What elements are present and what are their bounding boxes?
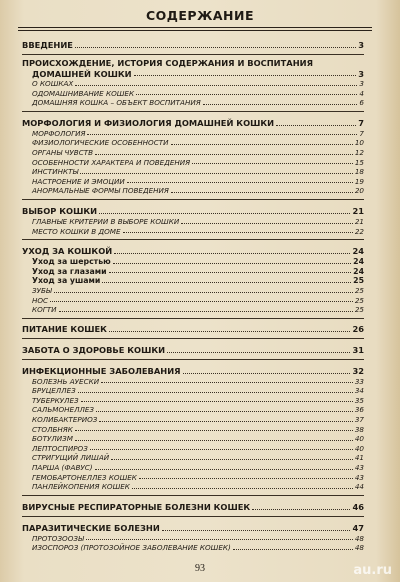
toc-entry[interactable] (22, 386, 364, 396)
toc-section-row[interactable] (22, 502, 364, 513)
dot-leader (75, 46, 356, 48)
toc-entry-page-number: 4 (359, 88, 364, 98)
toc-section-title: ЗАБОТА О ЗДОРОВЬЕ КОШКИ (22, 344, 166, 355)
toc-entry-page-number: 24 (353, 266, 364, 276)
dot-leader (59, 310, 353, 312)
dot-leader (95, 468, 353, 470)
toc-section (22, 495, 364, 516)
dot-leader (99, 212, 350, 214)
toc-entry-label: ГЕМОБАРТОНЕЛЛЕЗ КОШЕК (32, 472, 137, 482)
toc-entry-label: СТОЛБНЯК (32, 424, 73, 434)
toc-entry-label: ЛЕПТОСПИРОЗ (32, 443, 88, 453)
toc-entry-label: НАСТРОЕНИЕ И ЭМОЦИИ (32, 176, 125, 186)
dot-leader (123, 231, 353, 233)
toc-entry-label: САЛЬМОНЕЛЛЕЗ (32, 405, 95, 415)
toc-entry[interactable] (22, 98, 364, 108)
dot-leader (183, 372, 351, 374)
toc-page-number: 3 (358, 40, 364, 50)
toc-entry-page-number: 21 (354, 216, 364, 226)
toc-entry[interactable] (22, 79, 364, 89)
toc-section (22, 359, 364, 495)
toc-page-number: 26 (352, 323, 364, 334)
dot-leader (171, 191, 353, 193)
toc-entry[interactable] (22, 463, 364, 473)
toc-entry-page-number: 20 (354, 186, 364, 196)
toc-entry-label: ИЗОСПОРОЗ (ПРОТОЗОЙНОЕ ЗАБОЛЕВАНИЕ КОШЕК) (32, 543, 231, 553)
toc-entry-page-number: 25 (354, 295, 364, 305)
dot-leader (114, 252, 350, 254)
table-of-contents (0, 36, 400, 556)
toc-entry-page-number: 24 (353, 257, 364, 267)
toc-entry-page-number: 38 (354, 424, 364, 434)
dot-leader (127, 181, 353, 183)
toc-entry-label: БОЛЕЗНЬ АУЕСКИ (32, 376, 100, 386)
dot-leader (80, 172, 352, 174)
dot-leader (252, 508, 350, 510)
toc-entry-page-number: 25 (353, 276, 364, 286)
toc-entry-label: СТРИГУЩИЙ ЛИШАЙ (32, 453, 110, 463)
toc-section-row[interactable] (22, 246, 364, 257)
toc-entry[interactable] (22, 158, 364, 168)
toc-entry-label: НОС (32, 295, 49, 305)
dot-leader (109, 271, 352, 273)
toc-entry[interactable] (22, 177, 364, 187)
dot-leader (203, 103, 358, 105)
toc-entry[interactable] (22, 534, 364, 544)
toc-entry-label: КОГТИ (32, 305, 57, 315)
toc-section-title-line (22, 58, 364, 69)
toc-entry-page-number: 37 (354, 415, 364, 425)
dot-leader (96, 410, 353, 412)
toc-page-number: 3 (358, 69, 364, 79)
toc-entry[interactable] (22, 217, 364, 227)
toc-section-title: ВИРУСНЫЕ РЕСПИРАТОРНЫЕ БОЛЕЗНИ КОШЕК (22, 501, 251, 512)
toc-entry[interactable] (22, 434, 364, 444)
toc-entry[interactable] (22, 257, 364, 267)
toc-entry[interactable] (22, 473, 364, 483)
toc-section (22, 111, 364, 199)
toc-section-row[interactable] (22, 40, 364, 51)
dot-leader (233, 548, 353, 550)
toc-entry-label: Уход за ушами (32, 276, 101, 286)
toc-section-row[interactable] (22, 206, 364, 217)
toc-section (22, 36, 364, 54)
dot-leader (81, 400, 353, 402)
toc-entry-label: ПРОТОЗООЗЫ (32, 533, 84, 543)
toc-entry-page-number: 40 (354, 443, 364, 453)
toc-section (22, 318, 364, 338)
toc-page-number: 31 (352, 344, 364, 355)
toc-entry[interactable] (22, 129, 364, 139)
toc-entry-page-number: 48 (354, 543, 364, 553)
toc-entry-page-number: 19 (354, 176, 364, 186)
toc-entry[interactable] (22, 167, 364, 177)
toc-page-number: 24 (352, 246, 364, 257)
toc-entry-page-number: 35 (354, 395, 364, 405)
toc-entry-label: КОЛИБАКТЕРИОЗ (32, 415, 98, 425)
toc-section (22, 516, 364, 556)
dot-leader (132, 487, 353, 489)
toc-entry-label: БРУЦЕЛЛЕЗ (32, 386, 76, 396)
toc-entry[interactable] (22, 276, 364, 286)
toc-entry-page-number: 18 (354, 167, 364, 177)
page-title: СОДЕРЖАНИЕ (145, 8, 255, 23)
toc-entry-page-number: 7 (359, 128, 364, 138)
toc-entry-page-number: 48 (354, 533, 364, 543)
toc-section-title: ДОМАШНЕЙ КОШКИ (32, 69, 132, 79)
toc-entry-page-number: 36 (354, 405, 364, 415)
toc-entry-label: МОРФОЛОГИЯ (32, 128, 86, 138)
dot-leader (276, 124, 356, 126)
toc-entry[interactable] (22, 286, 364, 296)
toc-entry-label: Уход за глазами (32, 266, 107, 276)
toc-entry[interactable] (22, 267, 364, 277)
dot-leader (134, 74, 357, 76)
toc-entry[interactable] (22, 543, 364, 553)
dot-leader (87, 133, 357, 135)
toc-entry-page-number: 10 (354, 138, 364, 148)
dot-leader (192, 162, 353, 164)
toc-entry[interactable] (22, 396, 364, 406)
toc-entry-page-number: 40 (354, 434, 364, 444)
toc-entry-page-number: 25 (354, 285, 364, 295)
toc-entry[interactable] (22, 89, 364, 99)
toc-entry-page-number: 22 (354, 226, 364, 236)
toc-entry[interactable] (22, 186, 364, 196)
toc-entry-page-number: 3 (359, 79, 364, 88)
dot-leader (102, 281, 351, 283)
toc-entry-label: ПАРША (ФАВУС) (32, 463, 93, 473)
toc-entry[interactable] (22, 148, 364, 158)
dot-leader (54, 291, 353, 293)
toc-entry-label: ПАНЛЕЙКОПЕНИЯ КОШЕК (32, 482, 130, 492)
toc-section (22, 199, 364, 239)
toc-entry[interactable] (22, 227, 364, 237)
dot-leader (75, 429, 353, 431)
toc-entry-page-number: 41 (354, 453, 364, 463)
dot-leader (101, 381, 353, 383)
toc-section-title: ВЫБОР КОШКИ (22, 205, 98, 216)
toc-page-number: 47 (352, 522, 364, 533)
toc-entry-label: АНОРМАЛЬНЫЕ ФОРМЫ ПОВЕДЕНИЯ (32, 186, 169, 196)
toc-section-row[interactable] (22, 366, 364, 377)
toc-page-number: 21 (352, 205, 364, 216)
toc-entry[interactable] (22, 444, 364, 454)
toc-section-row[interactable] (22, 324, 364, 335)
dot-leader (162, 529, 351, 531)
dot-leader (171, 143, 353, 145)
toc-section-row[interactable] (22, 523, 364, 534)
toc-section (22, 338, 364, 359)
toc-page-number: 7 (358, 117, 364, 128)
toc-entry-label: ТУБЕРКУЛЕЗ (32, 395, 79, 405)
toc-entry-page-number: 33 (354, 376, 364, 386)
toc-entry[interactable] (22, 425, 364, 435)
page-number: 93 (195, 563, 205, 574)
toc-section-row[interactable] (22, 69, 364, 79)
dot-leader (113, 262, 351, 264)
toc-entry[interactable] (22, 138, 364, 148)
dot-leader (136, 93, 357, 95)
toc-entry[interactable] (22, 482, 364, 492)
watermark: au.ru (353, 563, 392, 578)
toc-section-title: ИНФЕКЦИОННЫЕ ЗАБОЛЕВАНИЯ (22, 365, 181, 376)
toc-section-row[interactable] (22, 118, 364, 129)
dot-leader (50, 300, 353, 302)
toc-page-number: 46 (352, 501, 364, 512)
toc-entry-page-number: 25 (354, 305, 364, 315)
toc-section-title: ПАРАЗИТИЧЕСКИЕ БОЛЕЗНИ (22, 522, 160, 533)
toc-entry-page-number: 43 (354, 463, 364, 473)
toc-entry-label: О КОШКАХ (32, 79, 74, 88)
toc-entry-page-number: 44 (354, 482, 364, 492)
toc-entry[interactable] (22, 296, 364, 306)
toc-entry-page-number: 12 (354, 147, 364, 157)
toc-entry-label: ЗУБЫ (32, 285, 52, 295)
toc-entry[interactable] (22, 405, 364, 415)
dot-leader (86, 538, 353, 540)
dot-leader (95, 153, 353, 155)
toc-section-title: ВВЕДЕНИЕ (22, 40, 73, 50)
toc-entry-label: ИНСТИНКТЫ (32, 167, 79, 177)
dot-leader (111, 458, 353, 460)
title-rule (18, 27, 372, 28)
toc-entry-page-number: 43 (354, 472, 364, 482)
toc-entry-label: МЕСТО КОШКИ В ДОМЕ (32, 226, 121, 236)
toc-entry-label: ФИЗИОЛОГИЧЕСКИЕ ОСОБЕННОСТИ (32, 138, 169, 148)
toc-entry-page-number: 15 (354, 157, 364, 167)
dot-leader (167, 351, 350, 353)
toc-section-title: ПИТАНИЕ КОШЕК (22, 323, 107, 334)
dot-leader (181, 222, 353, 224)
toc-entry[interactable] (22, 305, 364, 315)
toc-entry-label: БОТУЛИЗМ (32, 434, 73, 444)
toc-section (22, 239, 364, 318)
toc-section (22, 54, 364, 111)
toc-section-title: МОРФОЛОГИЯ И ФИЗИОЛОГИЯ ДОМАШНЕЙ КОШКИ (22, 117, 275, 128)
title-rule-2 (18, 30, 372, 31)
toc-entry[interactable] (22, 453, 364, 463)
dot-leader (139, 477, 353, 479)
toc-section-title: ПРОИСХОЖДЕНИЕ, ИСТОРИЯ СОДЕРЖАНИЯ И ВОСПИТАНИЯ (22, 58, 313, 68)
dot-leader (75, 439, 353, 441)
toc-entry-page-number: 34 (354, 386, 364, 396)
dot-leader (90, 448, 353, 450)
toc-entry-page-number: 6 (359, 98, 364, 108)
toc-entry-label: ОСОБЕННОСТИ ХАРАКТЕРА И ПОВЕДЕНИЯ (32, 157, 191, 167)
toc-page-number: 32 (352, 365, 364, 376)
toc-entry-label: ОРГАНЫ ЧУВСТВ (32, 147, 94, 157)
toc-section-title: УХОД ЗА КОШКОЙ (22, 246, 113, 257)
toc-entry-label: Уход за шерстью (32, 257, 111, 267)
toc-section-row[interactable] (22, 345, 364, 356)
toc-entry[interactable] (22, 415, 364, 425)
dot-leader (99, 420, 352, 422)
toc-entry-label: ДОМАШНЯЯ КОШКА – ОБЪЕКТ ВОСПИТАНИЯ (32, 98, 201, 108)
toc-entry-label: ГЛАВНЫЕ КРИТЕРИИ В ВЫБОРЕ КОШКИ (32, 216, 180, 226)
dot-leader (78, 391, 353, 393)
toc-entry-label: ОДОМАШНИВАНИЕ КОШЕК (32, 88, 135, 98)
dot-leader (109, 330, 351, 332)
toc-entry[interactable] (22, 377, 364, 387)
dot-leader (75, 84, 357, 86)
